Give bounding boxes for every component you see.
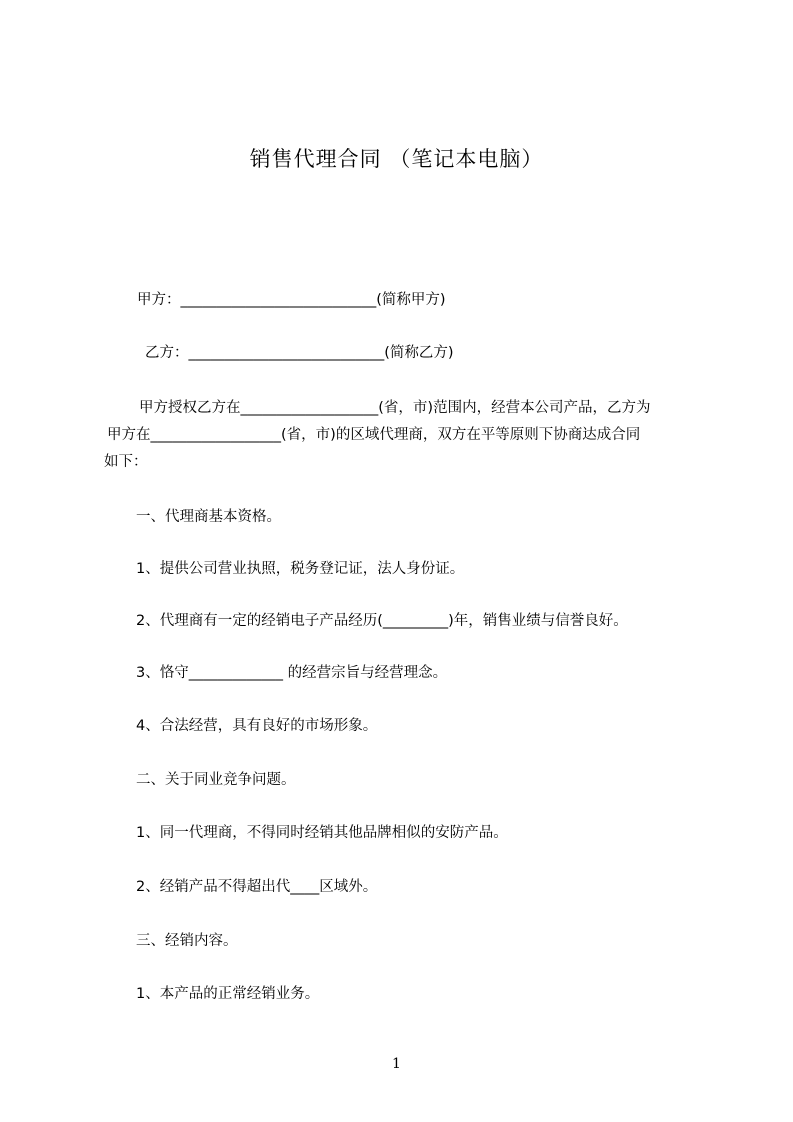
party-b-line: 乙方：___________________________(简称乙方) (145, 345, 454, 361)
section-1-item-2: 2、代理商有一定的经销电子产品经历(_________)年，销售业绩与信誉良好。 (136, 613, 628, 629)
section-3-item-1: 1、本产品的正常经销业务。 (136, 986, 320, 1002)
section-3-heading: 三、经销内容。 (136, 933, 238, 949)
intro-paragraph-line-2: 甲方在__________________(省，市)的区域代理商，双方在平等原则下协商达成合同 (107, 427, 641, 443)
party-a-line: 甲方：___________________________(简称甲方) (137, 292, 446, 308)
section-2-heading: 二、关于同业竞争问题。 (136, 772, 296, 788)
contract-title: 销售代理合同 （笔记本电脑） (249, 147, 544, 171)
intro-paragraph-line-3: 如下： (104, 454, 148, 470)
section-1-item-3: 3、恪守_____________ 的经营宗旨与经营理念。 (136, 665, 448, 681)
section-1-heading: 一、代理商基本资格。 (136, 509, 281, 525)
section-1-item-4: 4、合法经营，具有良好的市场形象。 (136, 718, 378, 734)
page-number: 1 (392, 1056, 401, 1072)
intro-paragraph-line-1: 甲方授权乙方在___________________(省，市)范围内，经营本公司产品，乙方为 (139, 400, 651, 416)
section-2-item-2: 2、经销产品不得超出代____区域外。 (136, 879, 378, 895)
section-1-item-1: 1、提供公司营业执照，税务登记证，法人身份证。 (136, 561, 465, 577)
section-2-item-1: 1、同一代理商，不得同时经销其他品牌相似的安防产品。 (136, 825, 508, 841)
